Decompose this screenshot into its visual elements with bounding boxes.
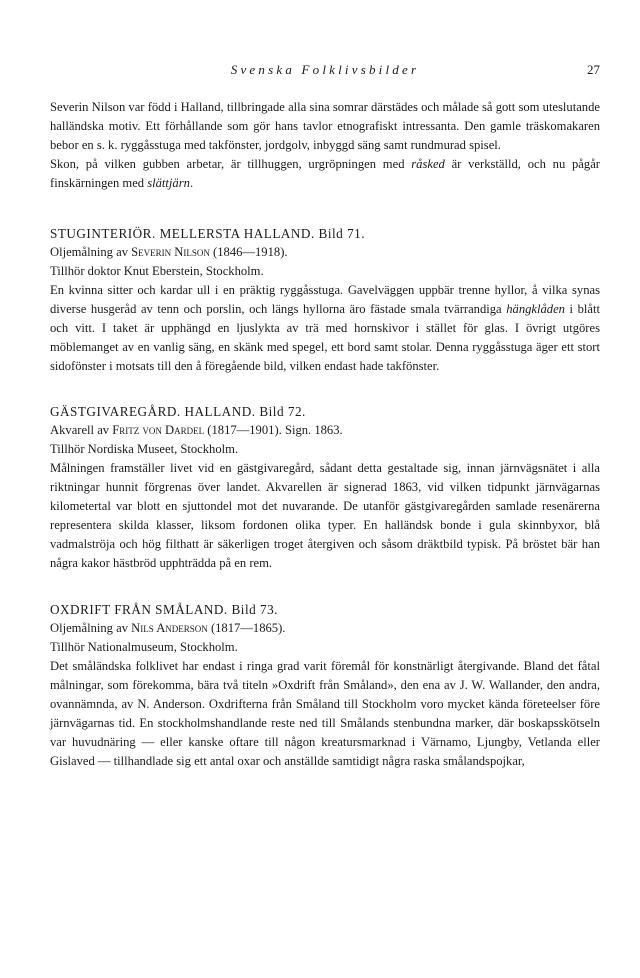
artist-name: Fritz von Dardel [112, 423, 205, 437]
section-bild-73 [50, 600, 600, 771]
section-heading: STUGINTERIÖR. MELLERSTA HALLAND. Bild 71. [50, 226, 366, 241]
section-heading: OXDRIFT FRÅN SMÅLAND. Bild 73. [50, 602, 278, 617]
section-bild-72 [50, 402, 600, 573]
page-number: 27 [587, 62, 600, 77]
artist-name: Nils Anderson [131, 621, 208, 635]
term-hangklader: hängklåden [506, 302, 565, 316]
intro-paragraph-2: Skon, på vilken gubben arbetar, är tillhuggen, urgröpningen med råsked är verkställd, och nu pågår finskärningen med slättjärn. [50, 157, 600, 190]
artwork-owner: Tillhör Nordiska Museet, Stockholm. [50, 442, 239, 456]
artwork-credit: Oljemålning av Severin Nilson (1846—1918). [50, 245, 288, 259]
artist-name: Severin Nilson [131, 245, 210, 259]
intro-paragraph-1: Severin Nilson var född i Halland, tillbringade alla sina somrar därstädes och målade så gott som uteslutande halländska motiv. Ett förhållande som gör hans tavlor etnografiskt intressanta. Den gamle träskomakaren bebor en s. k. ryggåsstuga med takfönster, jordgolv, inbyggd säng samt rundmurad spisel. [50, 100, 600, 152]
section-body: Målningen framställer livet vid en gästgivaregård, sådant detta gestaltade sig, innan järnvägsnätet i alla riktningar hunnit förgrenas över landet. Akvarellen är signerad 1863, vid vilken tidpunkt järnvägarnas kilometertal var blott en sjuttondel mot det nuvarande. De utanför gästgivaregården samlade resenärerna representera skilda klasser, liksom fordonen olika typer. En halländsk bonde i gula skinnbyxor, blå vadmalströja och hög filthatt är säkerligen troget återgiven och såsom dräktbild typisk. På bröstet bär han några kakor hästbröd upphträdda på en rem. [50, 461, 600, 570]
artwork-credit: Akvarell av Fritz von Dardel (1817—1901). Sign. 1863. [50, 423, 343, 437]
section-bild-71 [50, 224, 600, 376]
running-head [50, 62, 600, 82]
intro-block [50, 98, 600, 193]
artwork-credit: Oljemålning av Nils Anderson (1817—1865). [50, 621, 286, 635]
section-body: En kvinna sitter och kardar ull i en präktig ryggåsstuga. Gavelväggen uppbär trenne hyllor, å vilka synas diverse husgeråd av tenn och porslin, och längs hyllorna äro fästade smala tvärrandiga hängklåden i blått och vitt. I taket är upphängd en ljuslykta av trä med hornskivor i stället för glas. I övrigt utgöres möblemanget av en vanlig säng, en skänk med spegel, ett bord samt stolar. Denna ryggåsstuga äger ett stort sidofönster i motsats till den å föregående bild, vilken endast hade takfönster. [50, 283, 600, 373]
section-heading: GÄSTGIVAREGÅRD. HALLAND. Bild 72. [50, 404, 306, 419]
running-title: Svenska Folklivsbilder [230, 62, 420, 77]
artwork-owner: Tillhör doktor Knut Eberstein, Stockholm. [50, 264, 264, 278]
term-slattjarn: slättjärn [147, 176, 190, 190]
section-body: Det småländska folklivet har endast i ringa grad varit föremål för konstnärligt återgivande. Bland det fåtal målningar, som förekomma, bära två titeln »Oxdrift från Småland», den ena av J. W. Wallander, den andra, ovannämnda, av N. Anderson. Oxdrifterna från Småland till Stockholm voro mycket kända företeelser före järnvägarnas tid. En stockholmshandlande reste ned till Smålands stenbundna marker, där boskapsskötseln var huvudnäring — eller kanske oftare till någon kreatursmarknad i Värnamo, Ljungby, Vetlanda eller Gislaved — tillhandlade sig ett antal oxar och anställde samtidigt några raska smålandspojkar, [50, 659, 600, 768]
artwork-owner: Tillhör Nationalmuseum, Stockholm. [50, 640, 238, 654]
term-rasked: råsked [411, 157, 445, 171]
